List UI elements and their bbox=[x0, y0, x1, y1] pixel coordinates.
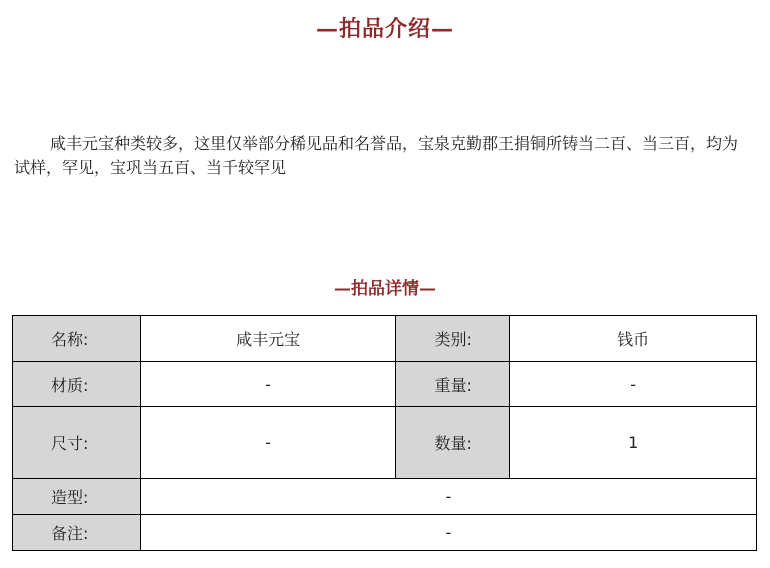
name-value: 咸丰元宝 bbox=[140, 316, 396, 362]
details-section-title: —拍品详情— bbox=[334, 279, 436, 299]
lot-introduction-text: 咸丰元宝种类较多，这里仅举部分稀见品和名誉品，宝泉克勤郡王捐铜所铸当二百、当三百，均为试样，罕见，宝巩当五百、当千较罕见 bbox=[14, 134, 739, 177]
size-label: 尺寸: bbox=[13, 407, 141, 479]
shape-label: 造型: bbox=[13, 479, 141, 515]
category-label: 类别: bbox=[396, 316, 510, 362]
table-row bbox=[13, 479, 757, 515]
shape-value: - bbox=[140, 479, 756, 515]
material-label: 材质: bbox=[13, 362, 141, 407]
size-value: - bbox=[140, 407, 396, 479]
weight-label: 重量: bbox=[396, 362, 510, 407]
lot-details-table bbox=[12, 315, 757, 551]
category-value: 钱币 bbox=[510, 316, 757, 362]
table-row bbox=[13, 515, 757, 551]
material-value: - bbox=[140, 362, 396, 407]
table-row bbox=[13, 407, 757, 479]
page-title: —拍品介绍— bbox=[315, 16, 454, 42]
note-value: - bbox=[140, 515, 756, 551]
table-row bbox=[13, 362, 757, 407]
weight-value: - bbox=[510, 362, 757, 407]
quantity-label: 数量: bbox=[396, 407, 510, 479]
name-label: 名称: bbox=[13, 316, 141, 362]
table-row bbox=[13, 316, 757, 362]
quantity-value: 1 bbox=[510, 407, 757, 479]
note-label: 备注: bbox=[13, 515, 141, 551]
